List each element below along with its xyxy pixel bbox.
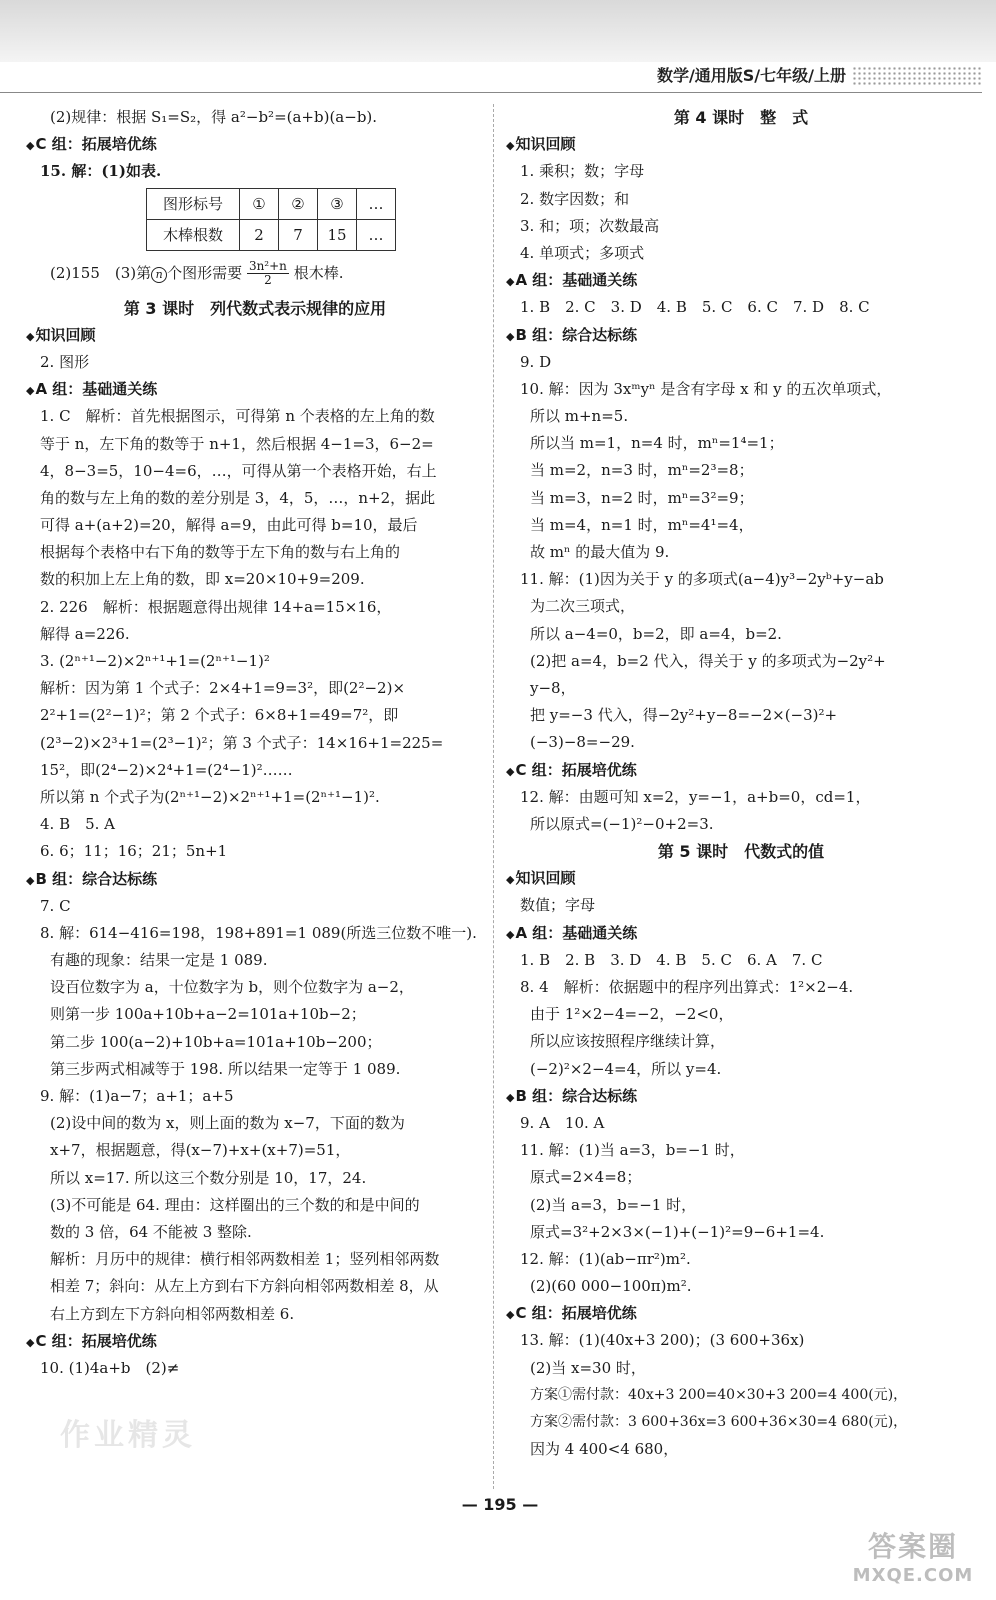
table-cell: …	[357, 188, 396, 219]
text-line: 所以应该按照程序继续计算，	[530, 1032, 726, 1051]
text-line: 2. 图形	[40, 352, 90, 371]
text-line: 解析：月历中的规律：横行相邻两数相差 1；竖列相邻两数	[50, 1250, 440, 1269]
text-line: 11. 解：(1)当 a=3，b=−1 时，	[520, 1141, 745, 1160]
text-line: (3)不可能是 64. 理由：这样圈出的三个数的和是中间的	[50, 1195, 420, 1214]
section-heading: ◆ C 组：拓展培优练	[506, 1300, 976, 1327]
text-line: 所以当 m=1，n=4 时，mⁿ=1⁴=1；	[530, 434, 784, 453]
text-line: 8. 4 解析：依据题中的程序列出算式：1²×2−4.	[520, 978, 854, 996]
lesson-title: 第 4 课时 整 式	[673, 108, 809, 127]
text-line: 所以第 n 个式子为(2ⁿ⁺¹−2)×2ⁿ⁺¹+1=(2ⁿ⁺¹−1)².	[40, 787, 380, 806]
page-number: — 195 —	[461, 1495, 539, 1514]
text-line: 角的数与左上角的数的差分别是 3，4，5，…，n+2，据此	[40, 488, 436, 507]
text-line: 第三步两式相减等于 198. 所以结果一定等于 1 089.	[50, 1059, 401, 1078]
text-line: 15. 解：(1)如表.	[40, 162, 162, 181]
column-divider	[493, 104, 494, 1489]
section-heading: ◆ B 组：综合达标练	[26, 866, 484, 893]
text-line: 3. (2ⁿ⁺¹−2)×2ⁿ⁺¹+1=(2ⁿ⁺¹−1)²	[40, 652, 270, 670]
text-line: 根据每个表格中右下角的数等于左下角的数与右上角的	[40, 543, 401, 562]
section-heading: ◆ C 组：拓展培优练	[26, 131, 484, 158]
running-header: 数学/通用版S/七年级/上册	[656, 66, 846, 85]
fraction-numerator: 3n²+n	[248, 259, 287, 274]
text-fragment: 根木棒.	[293, 263, 344, 282]
section-heading: ◆ A 组：基础通关练	[26, 376, 484, 403]
text-line: 为二次三项式，	[530, 597, 636, 616]
text-line: x+7，根据题意，得(x−7)+x+(x+7)=51，	[50, 1141, 351, 1160]
text-line: (2)当 x=30 时，	[530, 1358, 646, 1377]
text-line: 可得 a+(a+2)=20，解得 a=9，由此可得 b=10，最后	[40, 516, 418, 535]
text-line: 原式=3²+2×3×(−1)+(−1)²=9−6+1=4.	[530, 1222, 825, 1241]
text-line: 由于 1²×2−4=−2，−2<0，	[530, 1005, 734, 1024]
table-row	[147, 219, 396, 250]
text-line: (2)当 a=3，b=−1 时，	[530, 1195, 697, 1214]
text-line: 4，8−3=5，10−4=6，…，可得从第一个表格开始，右上	[40, 461, 437, 480]
text-line	[26, 251, 484, 295]
text-line: 数的 3 倍，64 不能被 3 整除.	[50, 1222, 252, 1241]
fraction	[247, 260, 289, 287]
section-heading: ◆ B 组：综合达标练	[506, 322, 976, 349]
table-row	[147, 188, 396, 219]
table-cell: …	[357, 219, 396, 250]
text-line: 方案①需付款：40x+3 200=40×30+3 200=4 400(元)，	[530, 1386, 908, 1403]
header-dot-pattern	[852, 66, 982, 86]
text-line: 相差 7；斜向：从左上方到右下方斜向相邻两数相差 8，从	[50, 1277, 439, 1296]
section-heading: ◆ A 组：基础通关练	[506, 267, 976, 294]
text-line: 1. 乘积；数；字母	[520, 162, 645, 181]
text-line: 1. B 2. C 3. D 4. B 5. C 6. C 7. D 8. C	[520, 298, 870, 317]
text-line: (−3)−8=−29.	[530, 733, 635, 752]
text-line: 把 y=−3 代入，得−2y²+y−8=−2×(−3)²+	[530, 706, 838, 725]
section-heading: ◆ B 组：综合达标练	[506, 1083, 976, 1110]
left-column	[26, 104, 484, 1382]
text-line: 1. C 解析：首先根据图示，可得第 n 个表格的左上角的数	[40, 407, 435, 426]
text-line: 原式=2×4=8；	[530, 1168, 642, 1187]
text-line: 所以 x=17. 所以这三个数分别是 10，17，24.	[50, 1168, 367, 1187]
text-line: 1. B 2. B 3. D 4. B 5. C 6. A 7. C	[520, 950, 823, 969]
text-line: 12. 解：由题可知 x=2，y=−1，a+b=0，cd=1，	[520, 787, 871, 806]
text-line: (2)(60 000−100π)m².	[530, 1277, 692, 1296]
table-cell: 2	[240, 219, 279, 250]
text-line: 有趣的现象：结果一定是 1 089.	[50, 951, 268, 970]
fraction-denominator: 2	[264, 273, 272, 288]
text-line: 右上方到左下方斜向相邻两数相差 6.	[50, 1304, 295, 1323]
circled-n: n	[151, 267, 167, 283]
section-heading: ◆ 知识回顾	[506, 865, 976, 892]
text-line: 2²+1=(2²−1)²；第 2 个式子：6×8+1=49=7²，即	[40, 706, 399, 725]
text-line: 所以 a−4=0，b=2，即 a=4，b=2.	[530, 624, 782, 643]
text-line: 13. 解：(1)(40x+3 200)；(3 600+36x)	[520, 1331, 805, 1350]
text-line: (2)设中间的数为 x，则上面的数为 x−7，下面的数为	[50, 1114, 405, 1133]
table-cell: 图形标号	[147, 188, 240, 219]
right-column	[506, 104, 976, 1463]
text-line: 12. 解：(1)(ab−πr²)m².	[520, 1249, 691, 1268]
text-line: 数的积加上左上角的数，即 x=20×10+9=209.	[40, 570, 365, 589]
table-cell: 15	[318, 219, 357, 250]
watermark-text: 答案圈	[867, 1530, 958, 1563]
header-rule	[0, 92, 982, 93]
text-line: 解得 a=226.	[40, 624, 130, 643]
table-cell: 7	[279, 219, 318, 250]
text-line: 15²，即(2⁴−2)×2⁴+1=(2⁴−1)²……	[40, 760, 293, 779]
text-line: 3. 和；项；次数最高	[520, 216, 660, 235]
top-band	[0, 0, 996, 62]
text-fragment: 个图形需要	[167, 263, 243, 282]
text-line: 8. 解：614−416=198，198+891=1 089(所选三位数不唯一).	[40, 923, 477, 942]
text-line: (2)把 a=4，b=2 代入，得关于 y 的多项式为−2y²+	[530, 651, 886, 670]
section-heading: ◆ 知识回顾	[506, 131, 976, 158]
text-line: 因为 4 400<4 680，	[530, 1440, 679, 1459]
text-line: 9. D	[520, 352, 552, 371]
text-line: 11. 解：(1)因为关于 y 的多项式(a−4)y³−2yᵇ+y−ab	[520, 570, 884, 589]
text-line: y−8，	[530, 678, 576, 697]
text-line: 等于 n，左下角的数等于 n+1，然后根据 4−1=3，6−2=	[40, 434, 434, 453]
text-line: 2. 226 解析：根据题意得出规律 14+a=15×16，	[40, 597, 392, 616]
text-line: 方案②需付款：3 600+36x=3 600+36×30=4 680(元)，	[530, 1414, 908, 1430]
text-line: 当 m=3，n=2 时，mⁿ=3²=9；	[530, 488, 754, 507]
text-line: (2³−2)×2³+1=(2³−1)²；第 3 个式子：14×16+1=225=	[40, 733, 444, 752]
text-line: 所以原式=(−1)²−0+2=3.	[530, 814, 714, 833]
text-line: 2. 数字因数；和	[520, 189, 630, 208]
text-line: 当 m=4，n=1 时，mⁿ=4¹=4，	[530, 515, 754, 534]
text-line: 9. A 10. A	[520, 1113, 605, 1132]
text-line: 4. 单项式；多项式	[520, 243, 645, 262]
text-line: 第二步 100(a−2)+10b+a=101a+10b−200；	[50, 1032, 382, 1051]
text-line: 设百位数字为 a，十位数字为 b，则个位数字为 a−2，	[50, 978, 414, 997]
lesson-title: 第 5 课时 代数式的值	[657, 842, 825, 862]
text-line: (2)规律：根据 S₁=S₂，得 a²−b²=(a+b)(a−b).	[50, 108, 378, 126]
answer-table	[146, 188, 396, 251]
section-heading: ◆ 知识回顾	[26, 322, 484, 349]
lesson-title: 第 3 课时 列代数式表示规律的应用	[123, 298, 387, 318]
section-heading: ◆ C 组：拓展培优练	[26, 1328, 484, 1355]
watermark-left: 作业精灵	[60, 1418, 196, 1453]
text-line: 4. B 5. A	[40, 815, 116, 834]
text-line: 解析：因为第 1 个式子：2×4+1=9=3²，即(2²−2)×	[40, 679, 406, 698]
watermark-right	[838, 1525, 988, 1595]
table-cell: 木棒根数	[147, 219, 240, 250]
text-line: 则第一步 100a+10b+a−2=101a+10b−2；	[50, 1005, 366, 1024]
table-cell: ②	[279, 188, 318, 219]
section-heading: ◆ C 组：拓展培优练	[506, 757, 976, 784]
text-line: 10. 解：因为 3xᵐyⁿ 是含有字母 x 和 y 的五次单项式，	[520, 379, 892, 398]
text-fragment: (2)155 (3)第	[50, 263, 152, 282]
text-line: 6. 6；11；16；21；5n+1	[40, 842, 228, 861]
table-cell: ①	[240, 188, 279, 219]
text-line: 10. (1)4a+b (2)≠	[40, 1358, 180, 1377]
section-heading: ◆ A 组：基础通关练	[506, 920, 976, 947]
text-line: 故 mⁿ 的最大值为 9.	[530, 543, 670, 561]
table-cell: ③	[318, 188, 357, 219]
text-line: 当 m=2，n=3 时，mⁿ=2³=8；	[530, 461, 754, 480]
text-line: 7. C	[40, 896, 71, 915]
text-line: 9. 解：(1)a−7；a+1；a+5	[40, 1087, 234, 1105]
text-line: 所以 m+n=5.	[530, 407, 629, 426]
text-line: 数值；字母	[520, 896, 596, 915]
watermark-url: MXQE.COM	[852, 1565, 974, 1586]
text-line: (−2)²×2−4=4，所以 y=4.	[530, 1059, 722, 1078]
